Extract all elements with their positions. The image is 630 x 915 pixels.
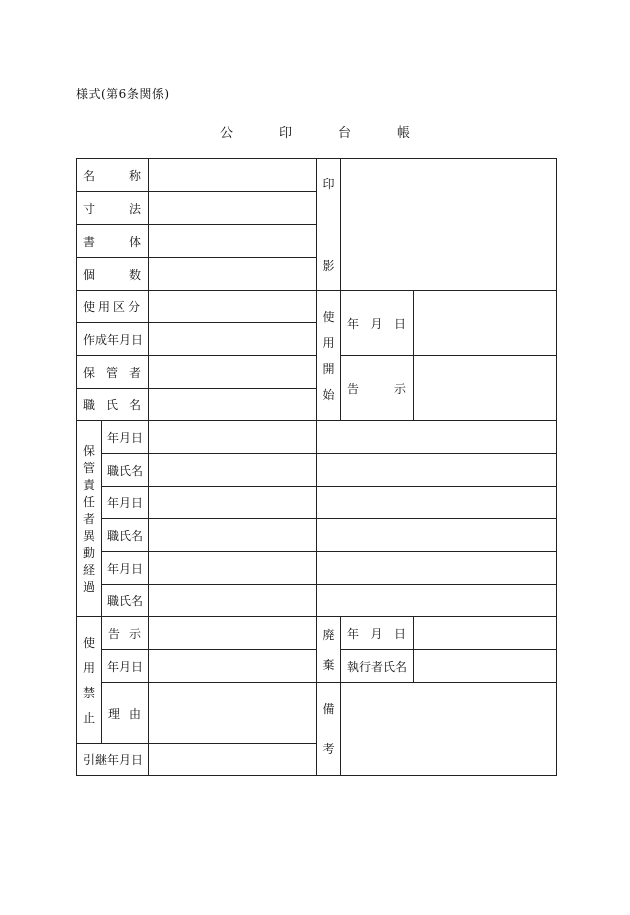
value-history-note[interactable] (317, 519, 557, 552)
value-usage-class[interactable] (149, 291, 317, 323)
value-history-note[interactable] (317, 454, 557, 487)
label-history-title-name: 職氏名 (102, 454, 149, 487)
label-use-prohibition: 使 用 禁 止 (77, 617, 102, 744)
label-prohibit-reason: 理 由 (102, 683, 149, 744)
label-start-notice: 告 示 (341, 356, 414, 421)
value-start-notice[interactable] (414, 356, 557, 421)
label-remarks: 備 考 (317, 683, 341, 776)
label-history-title-name: 職氏名 (102, 585, 149, 617)
label-size: 寸 法 (77, 192, 149, 225)
value-seal-impression[interactable] (341, 159, 557, 291)
value-name[interactable] (149, 159, 317, 192)
value-history-date[interactable] (149, 421, 317, 454)
label-prohibit-notice: 告 示 (102, 617, 149, 650)
document-title (0, 122, 630, 141)
label-disposal: 廃 棄 (317, 617, 341, 683)
label-use-start: 使 用 開 始 (317, 291, 341, 421)
label-handover-date: 引継年月日 (77, 744, 149, 776)
title-char: 公 (219, 126, 233, 141)
label-start-date: 年 月 日 (341, 291, 414, 356)
value-history-note[interactable] (317, 421, 557, 454)
label-executor-name: 執行者氏名 (341, 650, 414, 683)
label-count: 個 数 (77, 258, 149, 291)
form-label: 様式(第6条関係) (76, 87, 170, 101)
value-history-date[interactable] (149, 487, 317, 519)
value-prohibit-date[interactable] (149, 650, 317, 683)
label-title-name: 職 氏 名 (77, 389, 149, 421)
label-history-date: 年月日 (102, 421, 149, 454)
value-executor-name[interactable] (414, 650, 557, 683)
label-history-date: 年月日 (102, 487, 149, 519)
value-history-note[interactable] (317, 487, 557, 519)
value-prohibit-notice[interactable] (149, 617, 317, 650)
title-char: 台 (338, 126, 352, 141)
value-prohibit-reason[interactable] (149, 683, 317, 744)
value-history-title-name[interactable] (149, 585, 317, 617)
value-size[interactable] (149, 192, 317, 225)
value-custodian[interactable] (149, 356, 317, 389)
label-created-date: 作成年月日 (77, 323, 149, 356)
value-history-date[interactable] (149, 552, 317, 585)
title-char: 帳 (397, 126, 411, 141)
value-handover-date[interactable] (149, 744, 317, 776)
label-prohibit-date: 年月日 (102, 650, 149, 683)
value-disposal-date[interactable] (414, 617, 557, 650)
value-created-date[interactable] (149, 323, 317, 356)
value-count[interactable] (149, 258, 317, 291)
title-char: 印 (278, 126, 292, 141)
label-custodian-history: 保 管 責 任 者 異 動 経 過 (77, 421, 102, 617)
value-start-date[interactable] (414, 291, 557, 356)
label-history-date: 年月日 (102, 552, 149, 585)
label-disposal-date: 年 月 日 (341, 617, 414, 650)
label-custodian: 保 管 者 (77, 356, 149, 389)
label-usage-class: 使用区分 (77, 291, 149, 323)
value-title-name[interactable] (149, 389, 317, 421)
value-font[interactable] (149, 225, 317, 258)
label-name: 名 称 (77, 159, 149, 192)
label-history-title-name: 職氏名 (102, 519, 149, 552)
value-remarks[interactable] (341, 683, 557, 776)
seal-ledger-table (76, 158, 557, 776)
value-history-title-name[interactable] (149, 454, 317, 487)
value-history-note[interactable] (317, 585, 557, 617)
value-history-title-name[interactable] (149, 519, 317, 552)
label-font: 書 体 (77, 225, 149, 258)
label-seal-impression: 印 影 (317, 159, 341, 291)
value-history-note[interactable] (317, 552, 557, 585)
